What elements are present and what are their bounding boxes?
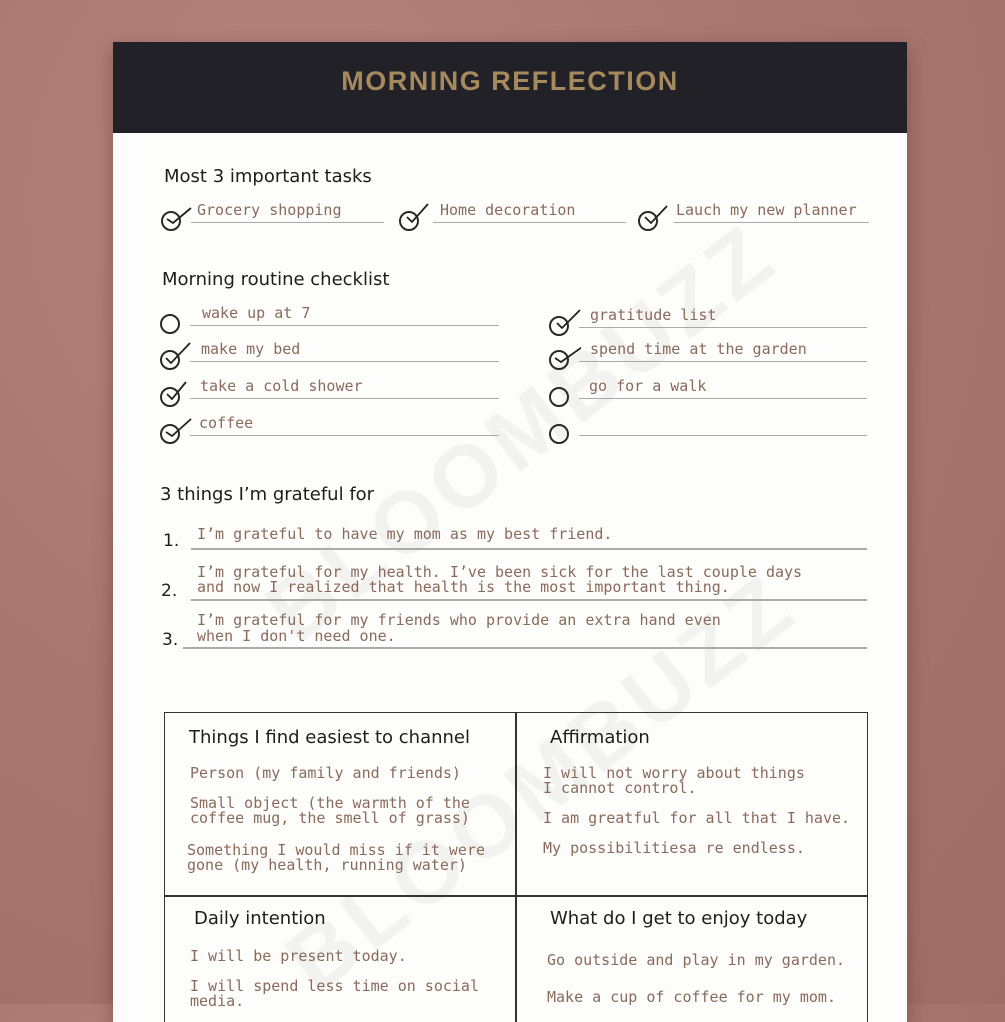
routine-item[interactable] — [549, 334, 867, 364]
underline — [579, 327, 867, 329]
underline — [190, 325, 499, 327]
check-mark-icon — [162, 341, 192, 367]
check-mark-icon — [640, 202, 670, 228]
channel-item: Something I would miss if it were — [187, 841, 486, 859]
channel-heading: Things I find easiest to channel — [189, 727, 470, 748]
affirmation-item: I cannot control. — [543, 779, 697, 797]
routine-text: spend time at the garden — [590, 340, 807, 358]
underline — [579, 435, 867, 437]
underline — [191, 599, 867, 601]
tasks-heading: Most 3 important tasks — [164, 166, 372, 187]
check-mark-icon — [551, 307, 581, 333]
routine-text: gratitude list — [590, 306, 717, 324]
checkbox-circle[interactable] — [160, 314, 180, 334]
underline — [191, 548, 867, 550]
underline — [433, 222, 626, 224]
item-number: 3. — [162, 630, 179, 650]
routine-text: make my bed — [201, 340, 301, 358]
intention-item: media. — [190, 992, 245, 1010]
reflection-grid — [164, 712, 868, 1022]
grid-divider-vertical — [515, 713, 517, 1022]
intention-item: I will spend less time on social — [190, 977, 479, 995]
routine-item[interactable] — [160, 371, 499, 401]
task-text: Grocery shopping — [197, 201, 342, 219]
check-mark-icon — [162, 378, 192, 404]
channel-item: Person (my family and friends) — [190, 764, 461, 782]
grateful-text-line: and now I realized that health is the most important thing. — [197, 578, 730, 596]
grid-divider-horizontal — [165, 895, 867, 897]
routine-item[interactable] — [160, 408, 499, 438]
task-item[interactable] — [638, 195, 869, 225]
grateful-text-line: when I don't need one. — [197, 627, 396, 645]
affirmation-item: I am greatful for all that I have. — [543, 809, 851, 827]
routine-item[interactable] — [549, 300, 867, 330]
checkbox-circle[interactable] — [549, 387, 569, 407]
item-number: 2. — [161, 581, 178, 601]
check-mark-icon — [163, 202, 193, 228]
channel-item: coffee mug, the smell of grass) — [190, 809, 470, 827]
underline — [579, 361, 867, 363]
routine-item[interactable] — [160, 298, 499, 328]
planner-page — [113, 42, 907, 1022]
enjoy-item: Go outside and play in my garden. — [547, 951, 846, 969]
grateful-heading: 3 things I’m grateful for — [160, 484, 375, 505]
enjoy-heading: What do I get to enjoy today — [550, 908, 808, 929]
grateful-text-line: I’m grateful for my health. I’ve been sick for the last couple days — [197, 563, 803, 581]
underline — [190, 398, 499, 400]
enjoy-item: Make a cup of coffee for my mom. — [547, 988, 836, 1006]
routine-text: go for a walk — [589, 377, 707, 395]
underline — [190, 361, 499, 363]
underline — [674, 222, 869, 224]
check-mark-icon — [401, 202, 431, 228]
task-text: Home decoration — [440, 201, 576, 219]
routine-item[interactable] — [160, 334, 499, 364]
page-header — [113, 42, 907, 133]
routine-text: take a cold shower — [200, 377, 363, 395]
intention-heading: Daily intention — [194, 908, 326, 929]
affirmation-item: My possibilitiesa re endless. — [543, 839, 805, 857]
grateful-text-line: I’m grateful for my friends who provide an extra hand even — [197, 611, 721, 629]
underline — [579, 398, 867, 400]
page-title: MORNING REFLECTION — [341, 66, 679, 96]
intention-item: I will be present today. — [190, 947, 407, 965]
routine-text: wake up at 7 — [202, 304, 311, 322]
check-mark-icon — [551, 341, 581, 367]
task-item[interactable] — [399, 195, 626, 225]
grateful-text: I’m grateful to have my mom as my best friend. — [197, 525, 613, 543]
channel-item: gone (my health, running water) — [187, 856, 467, 874]
task-item[interactable] — [161, 195, 384, 225]
task-text: Lauch my new planner — [676, 201, 857, 219]
routine-item[interactable] — [549, 371, 867, 401]
routine-text: coffee — [199, 414, 254, 432]
checkbox-circle[interactable] — [549, 424, 569, 444]
affirmation-item: I will not worry about things — [543, 764, 805, 782]
affirmation-heading: Affirmation — [550, 727, 650, 748]
underline — [191, 222, 384, 224]
routine-item[interactable] — [549, 408, 867, 438]
item-number: 1. — [163, 531, 180, 551]
routine-heading: Morning routine checklist — [162, 269, 390, 290]
underline — [190, 435, 499, 437]
channel-item: Small object (the warmth of the — [190, 794, 470, 812]
underline — [183, 647, 867, 649]
check-mark-icon — [162, 415, 192, 441]
